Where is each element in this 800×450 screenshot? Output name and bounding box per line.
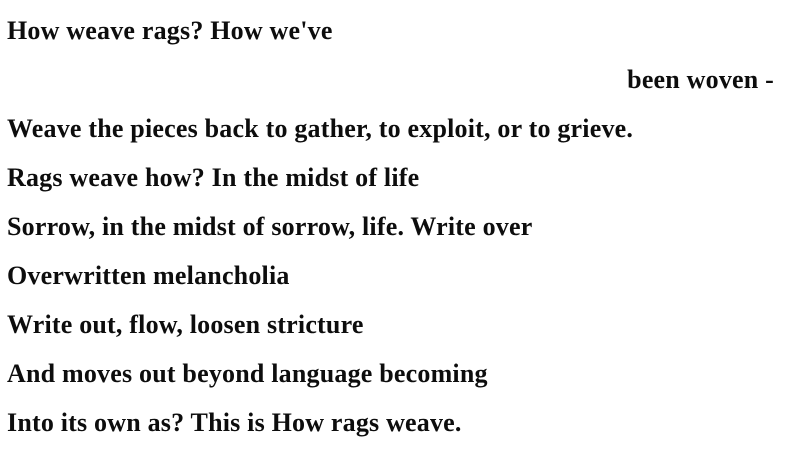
poem-line-6: Overwritten melancholia [7, 261, 290, 290]
poem-line-8: And moves out beyond language becoming [7, 359, 488, 388]
poem-line-4: Rags weave how? In the midst of life [7, 163, 420, 192]
poem-line-2: been woven - [627, 65, 774, 94]
poem-line-7: Write out, flow, loosen stricture [7, 310, 364, 339]
poem-line-9: Into its own as? This is How rags weave. [7, 408, 462, 437]
poem-line-3: Weave the pieces back to gather, to exploit, or to grieve. [7, 114, 634, 143]
poem-line-1: How weave rags? How we've [7, 16, 333, 45]
poem-line-5: Sorrow, in the midst of sorrow, life. Write over [7, 212, 533, 241]
